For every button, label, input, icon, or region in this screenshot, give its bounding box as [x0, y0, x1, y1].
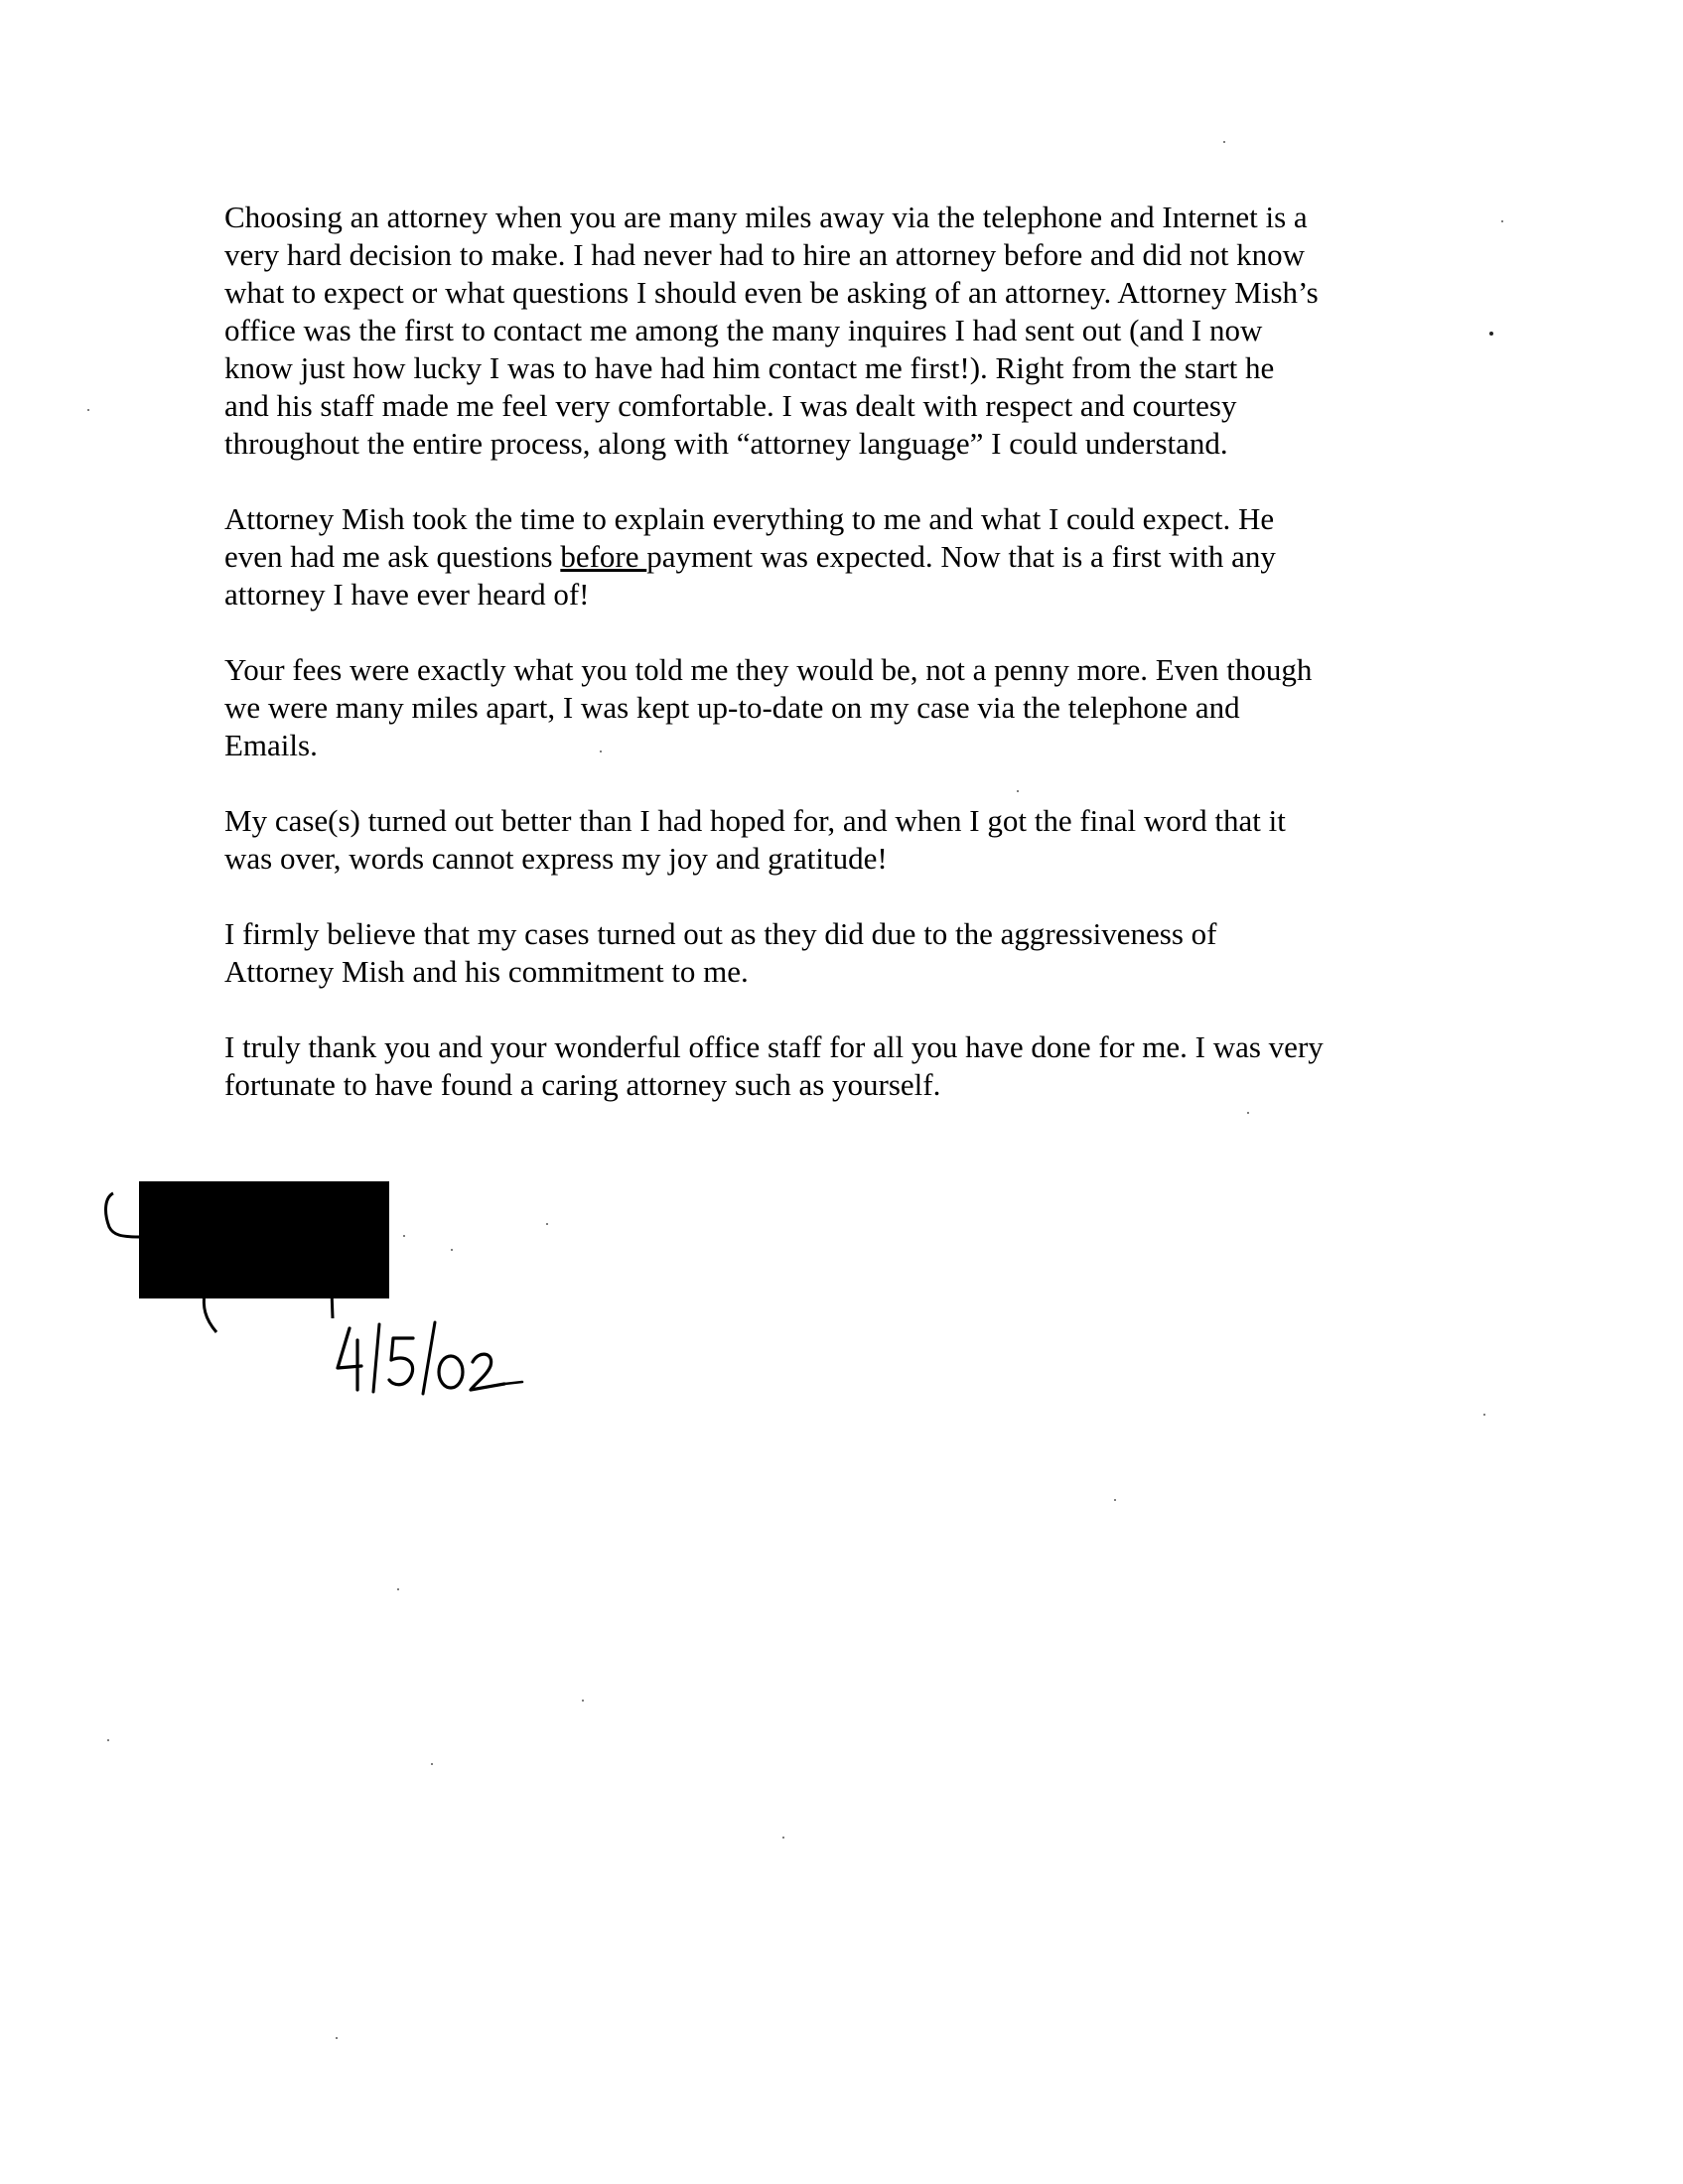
redacted-signature	[139, 1181, 389, 1298]
text-line: Attorney Mish took the time to explain everything to me and what I could expect. He	[224, 501, 1275, 536]
underlined-word-before: before	[560, 539, 647, 574]
text-line: what to expect or what questions I should even be asking of an attorney. Attorney Mish’s	[224, 275, 1319, 310]
paragraph-thank-you	[224, 1028, 1456, 1104]
text-fragment: even had me ask questions	[224, 539, 561, 574]
text-line: know just how lucky I was to have had him contact me first!). Right from the start he	[224, 350, 1275, 385]
text-line: attorney I have ever heard of!	[224, 577, 590, 612]
scan-speck	[403, 1235, 405, 1237]
scan-speck	[546, 1223, 548, 1225]
handwritten-date	[328, 1310, 526, 1400]
text-line: and his staff made me feel very comfortable. I was dealt with respect and courtesy	[224, 388, 1237, 423]
text-line: I firmly believe that my cases turned out as they did due to the aggressiveness of	[224, 916, 1217, 951]
scan-speck	[107, 1739, 109, 1741]
text-line: Choosing an attorney when you are many miles away via the telephone and Internet is a	[224, 200, 1308, 234]
paragraph-case-outcome	[224, 802, 1456, 878]
text-line: fortunate to have found a caring attorney such as yourself.	[224, 1067, 941, 1102]
paragraph-explained-everything	[224, 500, 1456, 614]
scan-speck	[397, 1588, 399, 1590]
text-fragment: payment was expected. Now that is a first with any	[646, 539, 1276, 574]
text-line: was over, words cannot express my joy and gratitude!	[224, 841, 888, 876]
paragraph-choosing-attorney	[224, 199, 1456, 463]
text-line: I truly thank you and your wonderful office staff for all you have done for me. I was very	[224, 1029, 1324, 1064]
scan-speck	[1017, 790, 1019, 792]
scan-speck	[1489, 332, 1493, 336]
scan-speck	[1247, 1112, 1249, 1114]
scan-speck	[782, 1837, 784, 1839]
text-line: office was the first to contact me among the many inquires I had sent out (and I now	[224, 313, 1263, 347]
signature-stroke-bottom-left	[195, 1289, 224, 1338]
paragraph-aggressiveness	[224, 915, 1456, 991]
text-line: Emails.	[224, 728, 318, 762]
scan-speck	[336, 2037, 338, 2039]
text-line: Attorney Mish and his commitment to me.	[224, 954, 749, 989]
scan-speck	[582, 1700, 584, 1702]
text-line: throughout the entire process, along with “attorney language” I could understand.	[224, 426, 1228, 461]
text-line: very hard decision to make. I had never had to hire an attorney before and did not know	[224, 237, 1306, 272]
scan-speck	[451, 1249, 453, 1251]
text-line	[224, 538, 1456, 576]
text-line: My case(s) turned out better than I had hoped for, and when I got the final word that it	[224, 803, 1286, 838]
scan-speck	[600, 751, 602, 752]
text-line: Your fees were exactly what you told me they would be, not a penny more. Even though	[224, 652, 1313, 687]
scan-speck	[431, 1763, 433, 1765]
scan-speck	[87, 409, 89, 411]
scan-speck	[1223, 141, 1225, 143]
scan-speck	[1483, 1414, 1485, 1416]
letter-body	[224, 199, 1456, 1142]
text-line: we were many miles apart, I was kept up-to-date on my case via the telephone and	[224, 690, 1240, 725]
signature-stroke-left	[99, 1187, 143, 1247]
scan-speck	[1501, 220, 1503, 222]
scan-speck	[1114, 1499, 1116, 1501]
paragraph-fees	[224, 651, 1456, 764]
